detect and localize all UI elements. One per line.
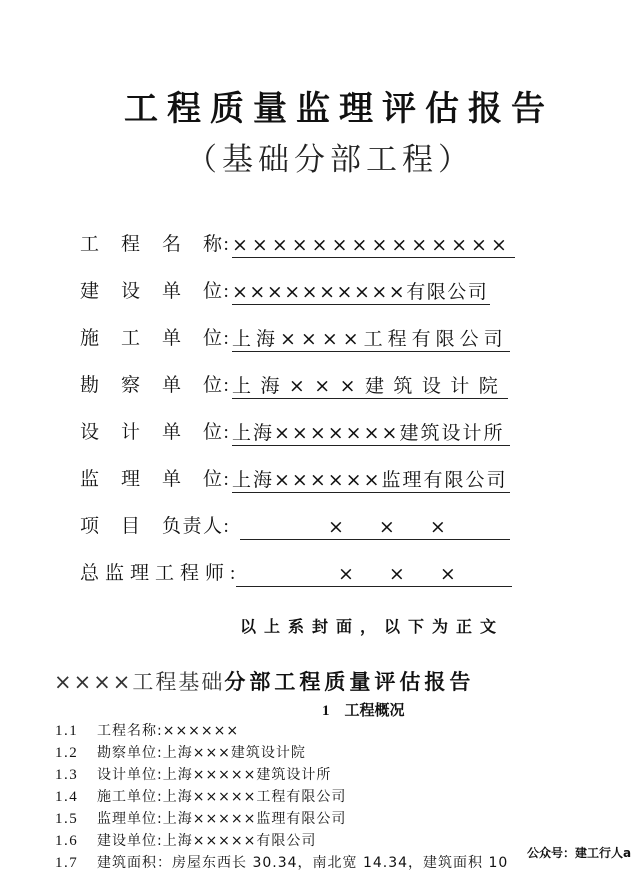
field-value: 上海××××××监理有限公司 <box>232 468 510 493</box>
list-item <box>55 766 638 788</box>
field-label: 工 程 名 称: <box>80 234 231 255</box>
field-label: 监 理 单 位: <box>80 469 231 490</box>
field-design-unit <box>80 421 510 447</box>
body-heading-main: 分部工程质量评估报告 <box>224 670 475 694</box>
field-project-manager <box>80 515 510 541</box>
item-number: 1.3 <box>55 767 79 783</box>
item-text: 设计单位:上海×××××建筑设计所 <box>97 767 332 783</box>
body-heading-prefix: ××××工程基础 <box>54 670 225 694</box>
section-title: 1 工程概况 <box>322 703 405 719</box>
watermark: 公众号：建工行人a <box>524 845 634 861</box>
cover-end-note: 以 上 系 封 面 ， 以 下 为 正 文 <box>240 619 499 636</box>
item-text: 勘察单位:上海×××建筑设计院 <box>97 745 306 761</box>
field-label: 总监理工程师: <box>80 563 242 584</box>
field-value: 上海××××工程有限公司 <box>232 327 510 352</box>
report-title: 工程质量监理评估报告 <box>124 91 554 128</box>
field-client <box>80 280 490 306</box>
item-text: 建筑面积：房屋东西长 30.34，南北宽 14.34，建筑面积 10 <box>97 855 509 871</box>
item-text: 施工单位:上海×××××工程有限公司 <box>97 789 347 805</box>
item-text: 建设单位:上海×××××有限公司 <box>97 833 317 849</box>
field-value: × × × <box>236 562 512 587</box>
list-item <box>55 788 638 810</box>
field-value: × × × <box>240 515 510 540</box>
item-number: 1.5 <box>55 811 79 827</box>
list-item <box>55 722 638 744</box>
item-number: 1.7 <box>55 855 79 871</box>
item-number: 1.2 <box>55 745 79 761</box>
field-label: 项 目 负责人: <box>80 516 231 537</box>
item-number: 1.6 <box>55 833 79 849</box>
overview-list <box>55 722 638 871</box>
item-text: 工程名称:×××××× <box>97 723 240 739</box>
field-label: 勘 察 单 位: <box>80 375 231 396</box>
field-supervision-unit <box>80 468 510 494</box>
field-survey-unit <box>80 374 508 400</box>
field-label: 施 工 单 位: <box>80 328 231 349</box>
item-text: 监理单位:上海×××××监理有限公司 <box>97 811 347 827</box>
field-value: ×××××××××××××× <box>232 233 515 258</box>
field-label: 建 设 单 位: <box>80 281 231 302</box>
field-contractor <box>80 327 510 353</box>
item-number: 1.4 <box>55 789 79 805</box>
field-value: 上 海 × × × 建 筑 设 计 院 <box>232 374 508 399</box>
field-label: 设 计 单 位: <box>80 422 231 443</box>
field-project-name <box>80 233 515 259</box>
item-number: 1.1 <box>55 723 79 739</box>
field-value: ××××××××××有限公司 <box>232 281 489 303</box>
list-item <box>55 810 638 832</box>
report-subtitle: （基础分部工程） <box>186 142 474 177</box>
list-item <box>55 744 638 766</box>
field-chief-supervisor <box>80 562 512 588</box>
field-value: 上海×××××××建筑设计所 <box>232 421 510 446</box>
body-heading <box>54 668 474 696</box>
